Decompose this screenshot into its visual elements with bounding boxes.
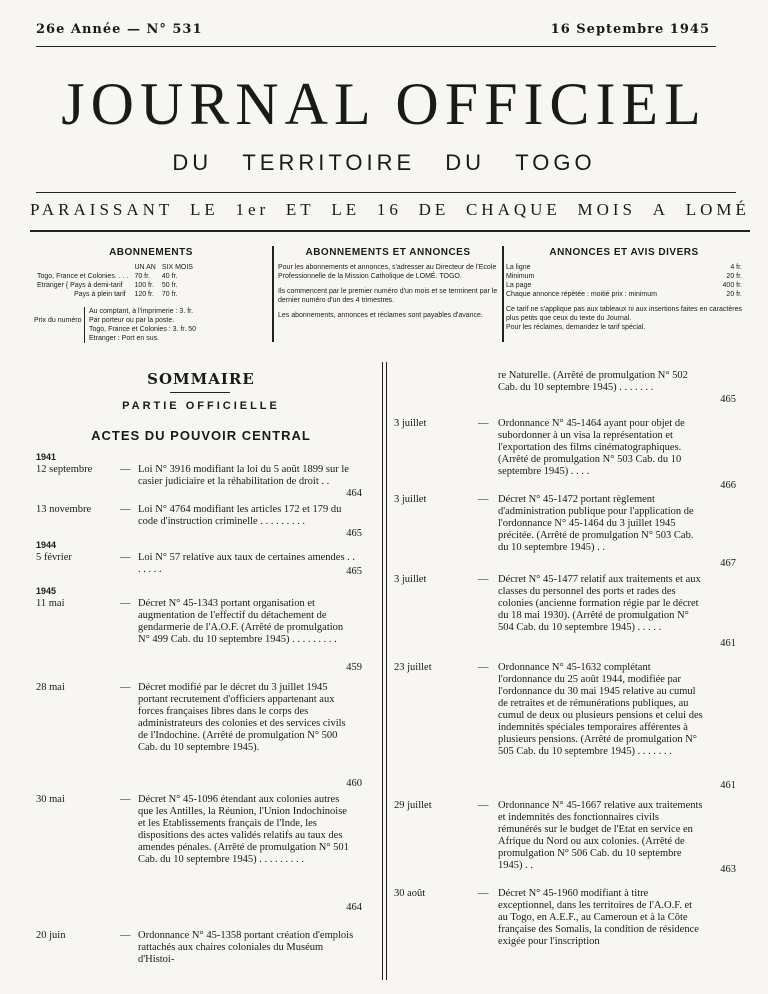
- table-row: Pays à plein tarif 120 fr. 70 fr.: [74, 291, 178, 298]
- table-row: Togo, France et Colonies. . . . 70 fr. 40 fr.: [37, 273, 178, 280]
- issue-number: 26e Année — N° 531: [36, 22, 203, 37]
- paragraph: Ils commencent par le premier numéro d'un mois et se terminent par le dernier numéro d'un des 4 trimestres.: [278, 288, 498, 304]
- prix-line: Par porteur ou par la poste.: [89, 317, 175, 324]
- prix-numero: [34, 307, 268, 343]
- prix-line: Togo, France et Colonies : 3. fr. 50: [89, 326, 197, 333]
- period-word: PARAISSANT: [30, 200, 174, 219]
- paragraph: Pour les abonnements et annonces, s'adresser au Directeur de l'Ecole Professionnelle de la Mission Catholique de LOMÉ. TOGO.: [278, 264, 497, 280]
- annonces-avis-box: [506, 248, 742, 332]
- period-word: 1er: [235, 200, 270, 219]
- journal-subtitle: [0, 150, 768, 176]
- sommaire-underline: [170, 392, 230, 393]
- top-rule: [36, 46, 716, 47]
- period-word: ET: [285, 200, 315, 219]
- period-top-rule: [36, 192, 736, 193]
- publication-period: [30, 200, 750, 220]
- tarif-note: Pour les réclames, demandez le tarif spécial.: [506, 324, 646, 331]
- price-row: Chaque annonce répétée : moitié prix : minimum 20 fr.: [506, 291, 742, 298]
- abonnements-box: [34, 248, 268, 343]
- subtitle-word: DU: [172, 150, 213, 175]
- abonnements-annonces-box: [278, 248, 498, 320]
- box-divider: [502, 246, 504, 342]
- box-divider: [272, 246, 274, 342]
- paragraph: Les abonnements, annonces et réclames sont payables d'avance.: [278, 312, 483, 319]
- tarif-note: Ce tarif ne s'applique pas aux tableaux ni aux insertions faites en caractères plus petits que ceux du texte du Journal.: [506, 306, 742, 322]
- actes-pouvoir-central: ACTES DU POUVOIR CENTRAL: [91, 428, 311, 443]
- year-heading: 1945: [36, 586, 57, 596]
- period-word: MOIS: [577, 200, 637, 219]
- price-row: Minimum 20 fr.: [506, 273, 742, 280]
- prix-label: Prix du numéro: [34, 317, 82, 324]
- column-divider: [386, 362, 387, 980]
- prix-line: Au comptant, à l'imprimerie : 3. fr.: [89, 308, 194, 315]
- abonnements-title: ABONNEMENTS: [109, 247, 193, 258]
- period-word: CHAQUE: [465, 200, 561, 219]
- prix-line: Etranger : Port en sus.: [89, 335, 160, 342]
- year-heading: 1941: [36, 452, 57, 462]
- subtitle-word: DU: [445, 150, 486, 175]
- price-row: La ligne 4 fr.: [506, 264, 742, 271]
- period-word: 16: [376, 200, 402, 219]
- annonces-avis-title: ANNONCES ET AVIS DIVERS: [549, 247, 699, 258]
- issue-date: 16 Septembre 1945: [550, 22, 710, 37]
- table-row: Etranger { Pays à demi-tarif 100 fr. 50 fr.: [37, 282, 178, 289]
- journal-title: JOURNAL OFFICIEL: [61, 71, 707, 137]
- period-word: LE: [331, 200, 361, 219]
- abonnements-annonces-title: ABONNEMENTS ET ANNONCES: [305, 247, 471, 258]
- period-word: DE: [418, 200, 450, 219]
- period-word: A: [652, 200, 669, 219]
- period-word: LOMÉ: [685, 200, 750, 219]
- abonnements-table: [34, 263, 196, 299]
- subtitle-word: TOGO: [515, 150, 596, 175]
- price-row: La page 400 fr.: [506, 282, 742, 289]
- column-divider: [382, 362, 383, 980]
- col-header-six-mois: SIX MOIS: [161, 264, 193, 271]
- partie-officielle: PARTIE OFFICIELLE: [122, 400, 280, 412]
- year-heading: 1944: [36, 540, 57, 550]
- period-word: LE: [190, 200, 219, 219]
- subtitle-word: TERRITOIRE: [242, 150, 416, 175]
- col-header-un-an: UN AN: [134, 264, 156, 271]
- period-bottom-rule: [30, 230, 750, 232]
- sommaire-title: SOMMAIRE: [147, 370, 255, 388]
